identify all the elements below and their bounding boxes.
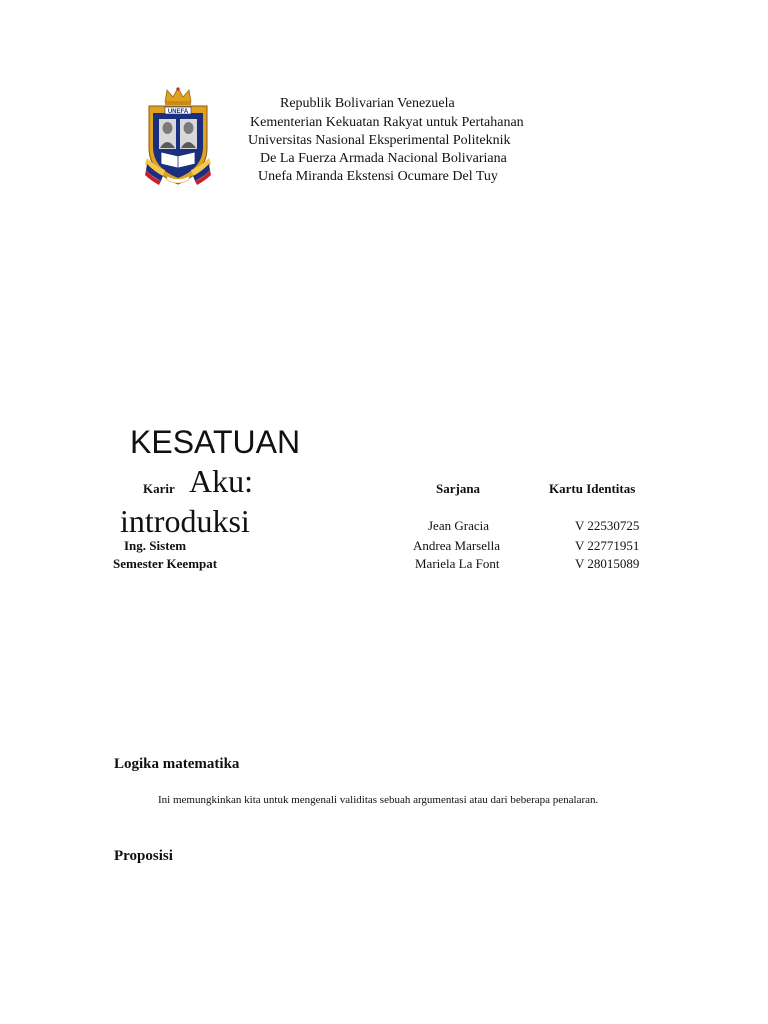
title-line-2: Aku:	[189, 463, 253, 499]
student-id-2: V 22771951	[575, 538, 640, 553]
section-heading-proposisi: Proposisi	[114, 848, 173, 864]
header-line-1: Republik Bolivarian Venezuela	[280, 96, 455, 111]
student-name-3: Mariela La Font	[415, 556, 500, 571]
career-label: Karir	[143, 481, 175, 496]
header-line-3: Universitas Nasional Eksperimental Politeknik	[248, 133, 511, 148]
title-line-3: introduksi	[120, 503, 250, 539]
section-heading-logika: Logika matematika	[114, 756, 240, 772]
students-header-id: Kartu Identitas	[549, 481, 636, 496]
header-line-5: Unefa Miranda Ekstensi Ocumare Del Tuy	[258, 169, 498, 184]
header-line-2: Kementerian Kekuatan Rakyat untuk Pertahanan	[250, 115, 524, 130]
career-value: Ing. Sistem	[124, 538, 187, 553]
student-name-2: Andrea Marsella	[413, 538, 500, 553]
header-line-4: De La Fuerza Armada Nacional Bolivariana	[260, 151, 507, 166]
student-id-1: V 22530725	[575, 518, 640, 533]
student-name-1: Jean Gracia	[428, 518, 489, 533]
students-header-name: Sarjana	[436, 481, 481, 496]
svg-text:UNEFA: UNEFA	[167, 109, 189, 115]
student-id-3: V 28015089	[575, 556, 640, 571]
shield-emblem-icon	[145, 86, 211, 192]
title-line-3-clipped	[110, 503, 260, 539]
section-paragraph-logika: Ini memungkinkan kita untuk mengenali validitas sebuah argumentasi atau dari beberapa penalaran.	[158, 794, 599, 806]
unefa-logo	[145, 86, 211, 192]
semester-value: Semester Keempat	[113, 556, 218, 571]
title-line-1: KESATUAN	[130, 424, 301, 460]
